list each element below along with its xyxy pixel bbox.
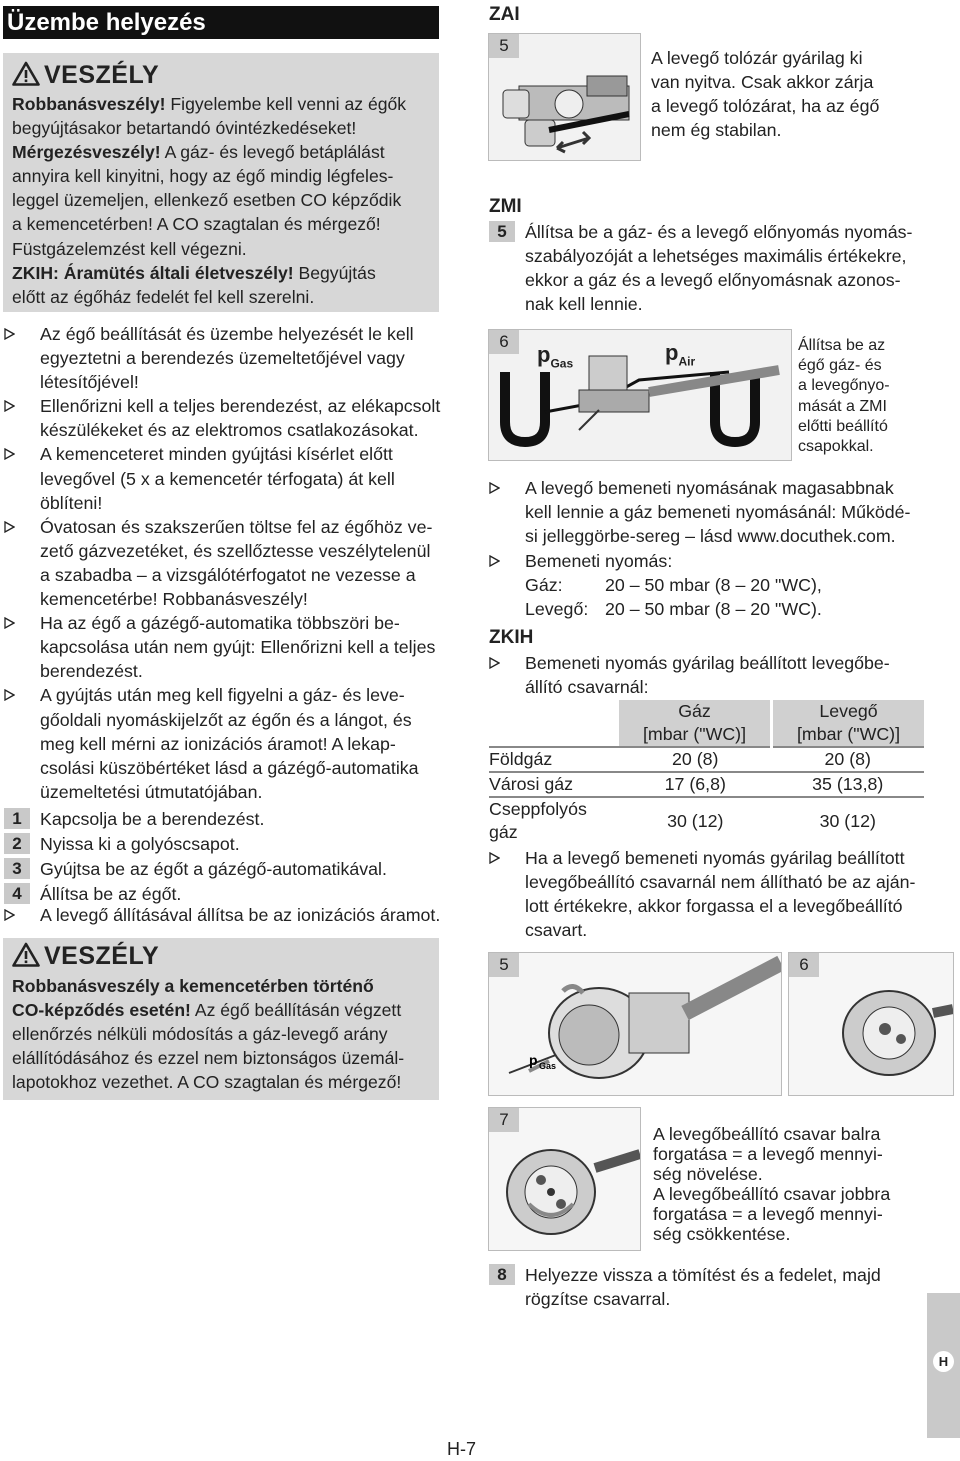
bullet-line: csolási küszöbértéket lásd a gázégő-automatika bbox=[40, 757, 419, 778]
step-list bbox=[4, 806, 444, 906]
step-line: ekkor a gáz és a levegő előnyomásnak azonos- bbox=[525, 270, 901, 291]
bullet-line: gőoldali nyomáskijelzőt az égőn és a lángot, és bbox=[40, 709, 412, 730]
danger-line bbox=[12, 140, 430, 164]
bullet-item bbox=[4, 322, 444, 394]
zkih-figure-7 bbox=[488, 1107, 641, 1251]
table-row bbox=[489, 797, 924, 844]
danger-line bbox=[12, 237, 430, 261]
pressure-value: 20 – 50 mbar (8 – 20 "WC). bbox=[605, 599, 822, 620]
p-air-label: $p_{Air}$ bbox=[665, 340, 696, 369]
triangle-bullet-icon bbox=[489, 852, 500, 864]
caption-line: ség csökkentése. bbox=[653, 1224, 791, 1244]
zkih-figure-6 bbox=[788, 952, 954, 1096]
table-cell-label bbox=[489, 797, 619, 844]
p-gas-label: $p_{Gas}$ bbox=[537, 342, 574, 371]
danger-heading: VESZÉLY bbox=[12, 61, 430, 90]
bullet-line: A kemenceteret minden gyújtási kísérlet előtt bbox=[40, 444, 393, 465]
danger-line bbox=[12, 1046, 430, 1070]
table-row bbox=[489, 747, 924, 772]
caption-line: A levegőbeállító csavar jobbra bbox=[653, 1184, 891, 1204]
step-text: Gyújtsa be az égőt a gázégő-automatikával. bbox=[40, 859, 387, 880]
table-cell-air: 20 (8) bbox=[824, 749, 871, 769]
header-line: Gáz bbox=[678, 701, 711, 721]
step-line: rögzítse csavarral. bbox=[525, 1289, 671, 1310]
danger-line-text: Begyújtás bbox=[293, 262, 376, 283]
danger-line-text: A gáz- és levegő betáplálást bbox=[160, 142, 385, 163]
step-line: Helyezze vissza a tömítést és a fedelet, majd bbox=[525, 1265, 881, 1285]
bullet-line: Ellenőrizni kell a teljes berendezést, az elékapcsolt bbox=[40, 396, 441, 417]
zkih-figure-5 bbox=[488, 952, 782, 1096]
danger-text bbox=[12, 92, 430, 309]
figure-number: 7 bbox=[489, 1108, 519, 1132]
danger-bold-text: Mérgezésveszély! bbox=[12, 142, 161, 163]
caption-line: égő gáz- és bbox=[798, 357, 882, 375]
triangle-bullet-icon bbox=[489, 482, 500, 494]
table-cell-gas: 30 (12) bbox=[667, 810, 724, 831]
triangle-bullet-icon bbox=[4, 521, 15, 533]
bullet-item bbox=[4, 442, 444, 514]
step-number: 5 bbox=[489, 221, 515, 242]
bullet-line: Óvatosan és szakszerűen töltse fel az égőhöz ve- bbox=[40, 516, 433, 537]
table-header-gas bbox=[619, 700, 772, 747]
bullet-line: Ha a levegő bemeneti nyomás gyárilag beállított bbox=[525, 848, 905, 868]
bullet-item bbox=[489, 476, 954, 548]
zkih-bullet-1 bbox=[489, 651, 954, 699]
caption-line: van nyitva. Csak akkor zárja bbox=[651, 72, 874, 93]
triangle-bullet-icon bbox=[4, 448, 15, 460]
bullet-line: készülékeket és az elektromos csatlakozásokat. bbox=[40, 420, 419, 441]
triangle-bullet-icon bbox=[4, 909, 15, 921]
svg-text:p: p bbox=[529, 1052, 538, 1068]
table-row bbox=[489, 772, 924, 797]
bullet-line: kemencetérbe! Robbanásveszély! bbox=[40, 589, 308, 610]
caption-line: a levegő tolózárat, ha az égő bbox=[651, 96, 880, 117]
pressure-table bbox=[489, 700, 924, 844]
bullet-line: Ha az égő a gázégő-automatika többszöri be- bbox=[40, 613, 400, 634]
last-bullet: A levegő állításával állítsa be az ionizációs áramot. bbox=[4, 903, 444, 927]
danger-line bbox=[12, 285, 430, 309]
step-text: Kapcsolja be a berendezést. bbox=[40, 809, 265, 829]
danger-line-text: a kemencetérben! A CO szagtalan és mérgező! bbox=[12, 214, 381, 235]
bullet-line: csavart. bbox=[525, 920, 588, 941]
step-number: 4 bbox=[4, 883, 30, 904]
zai-heading: ZAI bbox=[489, 4, 520, 25]
danger-bold-text: Robbanásveszély! bbox=[12, 94, 166, 114]
page-number: H-7 bbox=[447, 1439, 477, 1459]
table-cell-air: 35 (13,8) bbox=[812, 774, 884, 794]
bullet-line: állító csavarnál: bbox=[525, 677, 649, 698]
step-line: szabályozóját a lehetséges maximális értékekre, bbox=[525, 246, 907, 267]
danger-text-2 bbox=[12, 974, 430, 1094]
label-line: gáz bbox=[489, 822, 518, 842]
bullet-line: üzemeltetési útmutatójában. bbox=[40, 781, 263, 802]
pressure-value: 20 – 50 mbar (8 – 20 "WC), bbox=[605, 575, 822, 596]
table-cell-gas: 17 (6,8) bbox=[664, 774, 726, 794]
bullet-item bbox=[4, 611, 444, 683]
bullet-item bbox=[489, 846, 954, 942]
step-number: 1 bbox=[4, 808, 30, 829]
danger-line-text: előtt az égőház fedelét fel kell szerelni. bbox=[12, 286, 315, 307]
burner-adjust-screw-image bbox=[489, 953, 781, 1095]
caption-line: a levegőnyo- bbox=[798, 377, 890, 395]
label-line: Városi gáz bbox=[489, 774, 574, 794]
zmi-step-5 bbox=[489, 220, 949, 316]
caption-line: ség növelése. bbox=[653, 1164, 763, 1184]
danger-line-text: Füstgázelemzést kell végezni. bbox=[12, 238, 247, 259]
header-line: [mbar ("WC)] bbox=[796, 724, 901, 744]
burner-cover-image bbox=[789, 953, 953, 1095]
danger-line-text: lapotokhoz vezethet. A CO szagtalan és mérgező! bbox=[12, 1072, 402, 1093]
bullet-line: berendezést. bbox=[40, 661, 143, 682]
danger-line-text: annyira kell kinyitni, hogy az égő mindig légfeles- bbox=[12, 166, 394, 187]
header-line: [mbar ("WC)] bbox=[642, 724, 747, 744]
danger-line-text: begyújtásakor betartandó óvintézkedéseket! bbox=[12, 118, 357, 139]
zkih-step-8 bbox=[489, 1263, 954, 1311]
pressure-label: Levegő: bbox=[525, 599, 589, 620]
caption-line: nem ég stabilan. bbox=[651, 120, 782, 141]
triangle-bullet-icon bbox=[4, 400, 15, 412]
zmi-figure bbox=[488, 329, 792, 461]
bullet-line: A levegő bemeneti nyomásának magasabbnak bbox=[525, 478, 894, 498]
table-cell-air: 30 (12) bbox=[819, 810, 876, 831]
danger-box-1 bbox=[3, 53, 439, 312]
bullet-line: egyeztetni a berendezés üzemeltetőjével vagy bbox=[40, 348, 405, 369]
table-header-row bbox=[489, 700, 924, 747]
bullet-item bbox=[4, 515, 444, 611]
bullet-line: A gyújtás után meg kell figyelni a gáz- és leve- bbox=[40, 685, 405, 706]
danger-box-2 bbox=[3, 938, 439, 1100]
bullet-line: kapcsolása után nem gyújt: Ellenőrizni kell a teljes bbox=[40, 637, 436, 658]
table-header-air bbox=[772, 700, 925, 747]
caption-line: A levegőbeállító csavar balra bbox=[653, 1124, 881, 1144]
table-cell-label bbox=[489, 772, 619, 797]
zmi-figure-caption bbox=[798, 336, 958, 457]
step-number: 8 bbox=[489, 1264, 515, 1285]
caption-line: Állítsa be az bbox=[798, 337, 886, 354]
danger-line bbox=[12, 188, 430, 212]
bullet-line: zető gázvezetéket, és szellőztesse veszélytelenül bbox=[40, 540, 431, 561]
danger-heading-2: VESZÉLY bbox=[12, 942, 430, 971]
caption-line: forgatása = a levegő mennyi- bbox=[653, 1144, 883, 1164]
triangle-bullet-icon bbox=[4, 617, 15, 629]
pressure-gauge-image bbox=[489, 330, 791, 460]
bullet-line: levegőbeállító csavarnál nem állítható be az aján- bbox=[525, 872, 916, 893]
danger-line-text: ellenőrzés nélküli módosítás a gáz-levegő arány bbox=[12, 1024, 388, 1045]
table-cell-gas: 20 (8) bbox=[672, 749, 719, 769]
caption-line: A levegő tolózár gyárilag ki bbox=[651, 48, 863, 68]
step-line: nak kell lennie. bbox=[525, 294, 643, 315]
zmi-heading: ZMI bbox=[489, 196, 522, 217]
pressure-row bbox=[525, 597, 954, 621]
danger-line-text: Figyelembe kell venni az égők bbox=[165, 94, 407, 114]
warning-icon bbox=[12, 942, 40, 967]
zmi-bullet-2: Bemeneti nyomás: Gáz: 20 – 50 mbar (8 – 20 "WC), Levegő: 20 – 50 mbar (8 – 20 "WC). bbox=[489, 549, 954, 621]
caption-line: csapokkal. bbox=[798, 438, 874, 456]
danger-bold-text: ZKIH: Áramütés általi életveszély! bbox=[12, 262, 294, 283]
pressure-label: Gáz: bbox=[525, 575, 563, 596]
danger-line bbox=[12, 212, 430, 236]
table-header-empty bbox=[489, 700, 619, 747]
zai-figure bbox=[488, 33, 641, 161]
caption-line: mását a ZMI bbox=[798, 397, 887, 415]
step-text: Állítsa be az égőt. bbox=[40, 884, 182, 905]
bullet-line: meg kell mérni az ionizációs áramot! A lekap- bbox=[40, 733, 396, 754]
warning-icon bbox=[12, 61, 40, 86]
zai-caption bbox=[651, 46, 951, 142]
svg-text:Gas: Gas bbox=[539, 1061, 557, 1071]
triangle-bullet-icon bbox=[489, 657, 500, 669]
step-text: Nyissa ki a golyóscsapot. bbox=[40, 834, 240, 855]
step-line: Állítsa be a gáz- és a levegő előnyomás nyomás- bbox=[525, 222, 913, 242]
figure-number: 6 bbox=[489, 330, 519, 354]
zkih-bullet-2 bbox=[489, 846, 954, 942]
step-item bbox=[4, 807, 444, 831]
step-number: 3 bbox=[4, 858, 30, 879]
danger-line bbox=[12, 164, 430, 188]
burner-air-valve-image bbox=[489, 34, 640, 160]
danger-line bbox=[12, 92, 430, 116]
page-title: Üzembe helyezés bbox=[3, 6, 439, 39]
bullet-line: Az égő beállítását és üzembe helyezését le kell bbox=[40, 324, 414, 344]
bullet-line: létesítőjével! bbox=[40, 372, 139, 393]
label-line: Cseppfolyós bbox=[489, 799, 587, 819]
zkih-heading: ZKIH bbox=[489, 627, 534, 648]
danger-bold-text: CO-képződés esetén! bbox=[12, 1000, 191, 1021]
label-line: Földgáz bbox=[489, 749, 553, 769]
bullet-item bbox=[4, 394, 444, 442]
danger-line bbox=[12, 998, 430, 1022]
table-cell-label bbox=[489, 747, 619, 772]
bullet-line: si jelleggörbe-sereg – lásd www.docuthek.com. bbox=[525, 526, 896, 547]
triangle-bullet-icon bbox=[4, 689, 15, 701]
figure-7-caption bbox=[653, 1124, 953, 1244]
figure-number: 6 bbox=[789, 953, 819, 977]
figure-number: 5 bbox=[489, 953, 519, 977]
left-bullet-list bbox=[4, 322, 444, 804]
zmi-bullet-1 bbox=[489, 476, 954, 548]
triangle-bullet-icon bbox=[489, 555, 500, 567]
header-line: Levegő bbox=[819, 701, 878, 721]
danger-line-text: leggel üzemeljen, ellenkező esetben CO képződik bbox=[12, 190, 402, 211]
figure-number: 5 bbox=[489, 34, 519, 58]
bullet-line: kell lennie a gáz bemeneti nyomásánál: Működé- bbox=[525, 502, 911, 523]
air-adjust-screw-image bbox=[489, 1108, 640, 1250]
bullet-line: Bemeneti nyomás gyárilag beállított levegőbe- bbox=[525, 653, 890, 673]
caption-line: forgatása = a levegő mennyi- bbox=[653, 1204, 883, 1224]
bullet-line: öblíteni! bbox=[40, 492, 103, 513]
step-number: 2 bbox=[4, 833, 30, 854]
caption-line: előtti beállító bbox=[798, 417, 888, 435]
step-item bbox=[4, 857, 444, 881]
bullet-line: levegővel (5 x a kemencetér térfogata) át kell bbox=[40, 468, 395, 489]
danger-line bbox=[12, 1070, 430, 1094]
danger-line bbox=[12, 261, 430, 285]
bullet-item bbox=[4, 683, 444, 803]
danger-bold-text: Robbanásveszély a kemencetérben történő bbox=[12, 976, 374, 996]
bullet-line: a szabadba – a vizsgálótérfogatot ne vezesse a bbox=[40, 564, 416, 585]
triangle-bullet-icon bbox=[4, 328, 15, 340]
danger-line-text: elállítódásához és ezzel nem biztonságos üzemál- bbox=[12, 1048, 405, 1069]
bullet-line: lott értékekre, akkor forgassa el a levegőbeállító bbox=[525, 896, 903, 917]
danger-line-text: Az égő beállításán végzett bbox=[190, 1000, 402, 1021]
danger-line bbox=[12, 974, 430, 998]
danger-line bbox=[12, 1022, 430, 1046]
pressure-row bbox=[525, 573, 954, 597]
danger-line bbox=[12, 116, 430, 140]
step-item bbox=[4, 832, 444, 856]
bullet-item bbox=[489, 651, 954, 699]
language-side-tab: H bbox=[927, 1293, 960, 1438]
